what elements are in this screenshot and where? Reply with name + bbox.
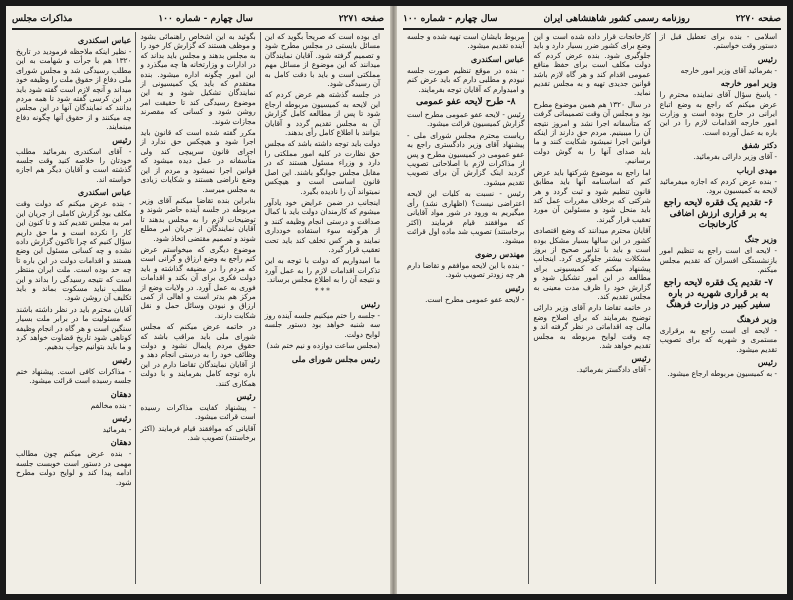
section-separator: * * *	[314, 286, 330, 295]
paragraph: - به کمیسیون مربوطه ارجاع میشود.	[667, 368, 777, 378]
paragraph: - بنده عرض میکنم چون مطالب مهمی در دستور است خوبست جلسه ادامه پیدا کند و لوایح دولت مطرح شود.	[16, 449, 132, 487]
text-column	[403, 32, 529, 584]
speaker-name: رئیس	[757, 53, 777, 64]
paragraph: - پیشنهاد کفایت مذاکرات رسیده است قرائت میشود.	[140, 403, 256, 422]
paragraph: بنابراین بنده تقاضا میکنم آقای وزیر مربوطه در جلسه آینده حاضر شوند و توضیحات لازم را به مجلس بدهند تا آقایان نمایندگان از جریان امر مطلع شوند و تصمیم مقتضی اتخاذ شود.	[140, 195, 256, 243]
paragraph: - بفرمائید آقای وزیر امور خارجه	[680, 65, 777, 75]
paragraph: در خاتمه عرض میکنم که مجلس شورای ملی باید مراقب باشد که حقوق مردم پایمال نشود و دولت وظائف خود را به درستی انجام دهد و از آقایان نمایندگان تقاضا دارم در این باره توجه کامل بفرمایند و با دولت همکاری کنند.	[140, 322, 256, 388]
paragraph: - پاسخ سؤال آقای نماینده محترم را عرض میکنم که راجع به وضع اتباع ایرانی در خارج بوده است و وزارت امور خارجه اقدامات لازم را در این باره به عمل آورده است.	[659, 90, 777, 137]
right-page-header	[403, 10, 781, 30]
right-page	[397, 6, 787, 594]
paragraph: اینجانب در ضمن عرایض خود یادآور میشوم که کارمندان دولت باید با کمال صداقت و درستی انجام وظیفه کنند و از هرگونه سوء استفاده خودداری نمایند و هر کس تخلف کند باید تحت تعقیب قرار گیرد.	[264, 197, 380, 254]
left-header-issue: سال چهارم - شماره ۱۰۰	[158, 14, 253, 24]
left-page	[6, 6, 390, 594]
text-column	[656, 32, 781, 584]
right-page-columns	[403, 32, 781, 584]
paragraph: - مذاکرات کافی است. پیشنهاد ختم جلسه رسیده است قرائت میشود.	[16, 366, 132, 386]
paragraph: - لایحه عفو عمومی مطرح است.	[425, 294, 525, 304]
speaker-name: وزیر فرهنگ	[736, 313, 777, 324]
speaker-name: عباس اسکندری	[470, 53, 525, 64]
right-header-title: روزنامه رسمی کشور شاهنشاهی ایران	[543, 14, 690, 24]
speaker-name: دکتر شفق	[741, 140, 777, 151]
speaker-name: رئیس مجلس شورای ملی	[291, 353, 380, 364]
speaker-name: عباس اسکندری	[77, 35, 132, 45]
paragraph: - جلسه را ختم میکنیم جلسه آینده روز سه شنبه خواهد بود دستور جلسه لوایح دولت.	[264, 310, 380, 339]
section-heading: ۸- طرح لایحه عفو عمومی	[415, 97, 516, 108]
paragraph: (مجلس ساعت دوازده و نیم ختم شد)	[266, 341, 380, 351]
paragraph: اسلامی - بنده برای تعطیل قبل از دستور وقت خواستم.	[659, 32, 777, 51]
paragraph: کارخانجات قرار داده شده است و این وضع برای کشور ضرر بسیار دارد و باید جلوگیری شود. بنده عرض کردم که دولت مکلف است برای حفظ منافع عمومی اقدام کند و هر گاه لازم باشد قوانین جدیدی تهیه و به مجلس تقدیم نماید.	[533, 32, 651, 98]
left-header-section: مذاکرات مجلس	[12, 14, 73, 24]
speaker-name: دهقان	[110, 388, 132, 399]
speaker-name: رئیس	[757, 356, 777, 367]
paragraph: - بنده مخالفم	[90, 400, 132, 410]
speaker-name: مهدی ارباب	[736, 164, 777, 175]
paragraph: آقایان محترم میدانند که وضع اقتصادی کشور در این سالها بسیار مشکل بوده است و باید با تدابیر صحیح از بروز مشکلات بیشتر جلوگیری کرد. اینجانب پیشنهاد میکنم که کمیسیونی برای مطالعه در این امور تشکیل شود و گزارش خود را ظرف مدت معینی به مجلس تقدیم کند.	[533, 226, 651, 301]
paragraph: ما امیدواریم که دولت با توجه به این تذکرات اقدامات لازم را به عمل آورد و نتیجه آن را به اطلاع مجلس برساند.	[264, 256, 380, 285]
speaker-name: دهقان	[110, 437, 132, 448]
text-column	[529, 32, 655, 584]
section-heading: ۷- تقدیم یک فقره لایحه راجع به بر قراری شهریه در باره سفیر کبیر در وزارت فرهنگ	[663, 277, 773, 310]
newspaper-spread	[6, 6, 787, 594]
paragraph: رئیس - لایحه عفو عمومی مطرح است گزارش کمیسیون قرائت میشود.	[407, 110, 525, 129]
paragraph: آقایان محترم باید در نظر داشته باشند که مسئولیت ما در برابر ملت بسیار سنگین است و هر گاه در انجام وظیفه کوتاهی شود تاریخ قضاوت خواهد کرد و ما باید بتوانیم جواب بدهیم.	[16, 304, 132, 352]
paragraph: مربوط بایشان است تهیه شده و جلسه آینده تقدیم میشود.	[407, 32, 525, 51]
paragraph: ای بوده است که صریحاً بگوید که این مسائل بایستی در مجلس مطرح شود و تصمیم گرفته شود. آقایان نمایندگان میدانند که این موضوع از مسائل مهم مملکتی است و باید با دقت کامل به آن رسیدگی شود.	[264, 32, 380, 89]
speaker-name: رئیس	[631, 353, 651, 364]
left-page-header	[12, 10, 384, 30]
left-page-number: صفحه ۲۲۷۱	[338, 14, 384, 24]
paragraph: - بنده عرض کردم که اجازه میفرمائید لایحه به کمیسیون برود.	[659, 176, 777, 196]
paragraph: - بنده عرض میکنم که دولت وقت مکلف بود گزارش کاملی از جریان این امر به مجلس تقدیم کند و تا کنون این کار را نکرده است و ما حق داریم سؤال کنیم که چرا تاکنون گزارش داده نشده و چه کسانی مسئول این وضع هستند و اقدامات دولت در این باره تا چه حد بوده است. ملت ایران منتظر است که نتیجه رسیدگی را بداند و این مطلب نباید مسکوت بماند و باید تکلیف آن روشن شود.	[16, 199, 132, 303]
paragraph: مکرر گفته شده است که قانون باید اجرا شود و هیچکس حق ندارد از اجرای قانون سرپیچی کند ولی متأسفانه در عمل دیده میشود که قوانین اجرا نمیشود و مردم از این وضع ناراضی هستند و شکایات زیادی به مجلس میرسد.	[140, 128, 256, 194]
speaker-name: مهندس رضوی	[475, 248, 525, 259]
speaker-name: وزیر جنگ	[744, 234, 777, 245]
paragraph: - بفرمائید	[102, 425, 132, 434]
speaker-name: رئیس	[505, 282, 525, 293]
paragraph: اما راجع به موضوع شرکتها باید عرض کنم که اساسنامه آنها باید مطابق قانون تنظیم شود و ثبت گردد و هر شرکتی که برخلاف مقررات عمل کند باید منحل شود و مسئولین آن مورد تعقیب قرار گیرند.	[533, 167, 651, 224]
paragraph: - بنده در موقع تنظیم صورت جلسه نبودم و مطلبی دارم که باید عرض کنم و امیدوارم که آقایان توجه بفرمایند.	[407, 65, 525, 94]
right-page-number: صفحه ۲۲۷۰	[735, 14, 781, 24]
right-header-issue: سال چهارم - شماره ۱۰۰	[403, 14, 498, 24]
paragraph: در خاتمه تقاضا دارم آقای وزیر دارائی توضیح بفرمایند که برای اصلاح وضع مالی چه اقداماتی در نظر گرفته اند و چه وقت لوایح مربوطه به مجلس تقدیم خواهد شد.	[533, 303, 651, 350]
paragraph: در سال ۱۳۲۰ هم همین موضوع مطرح بود و مجلس آن وقت تصمیماتی گرفت که متأسفانه اجرا نشد و امروز نتیجه آن را میبینیم. مردم حق دارند از اینکه قوانین اجرا نمیشود شکایت کنند و ما باید صدای آنها را به گوش دولت برسانیم.	[533, 99, 651, 166]
speaker-name: رئیس	[112, 354, 132, 365]
paragraph: دولت باید توجه داشته باشد که مجلس حق نظارت در کلیه امور مملکتی را دارد و وزراء مسئول هستند که در مقابل مجلس جوابگو باشند. این اصل قانون اساسی است و هیچکس نمیتواند آن را نادیده بگیرد.	[264, 139, 380, 196]
speaker-name: عباس اسکندری	[77, 187, 132, 198]
text-column	[12, 32, 136, 584]
paragraph: موضوع دیگری که میخواستم عرض کنم راجع به وضع ارزاق و گرانی است که مردم را در مضیقه گذاشته و باید دولت فکری برای آن بکند و اقدامات فوری به عمل آورد. در ولایات وضع از مرکز هم بدتر است و اهالی از کمی ارزاق و نبودن وسائل حمل و نقل شکایت دارند.	[140, 244, 256, 320]
speaker-name: رئیس	[360, 298, 380, 309]
paragraph: - لایحه ای است راجع به برقراری مستمری و شهریه که برای تصویب تقدیم میشود.	[659, 325, 777, 354]
text-column	[136, 32, 260, 584]
paragraph: - لایحه ای است راجع به تنظیم امور بازنشستگی افسران که تقدیم مجلس میکنم.	[659, 246, 777, 275]
paragraph: ریاست محترم مجلس شورای ملی - پیشنهاد آقای وزیر دادگستری راجع به عفو عمومی در کمیسیون مطرح و پس از مذاکرات لازم با اصلاحاتی تصویب گردید اینک گزارش آن برای تصویب تقدیم میشود.	[407, 130, 525, 187]
paragraph: رئیس - نسبت به کلیات این لایحه اعتراضی نیست؟ (اظهاری نشد) رأی میگیریم به ورود در شور مواد آقایانی که موافقند قیام فرمایند (اکثر برخاستند) تصویب شد ماده اول قرائت میشود.	[407, 189, 525, 246]
page-gutter	[390, 6, 397, 594]
speaker-name: رئیس	[112, 413, 132, 423]
speaker-name: وزیر امور خارجه	[720, 78, 777, 89]
paragraph: - آقای وزیر دارائی بفرمائید.	[693, 152, 777, 162]
text-column	[261, 32, 384, 584]
paragraph: آقایانی که موافقند قیام فرمایند (اکثر برخاستند) تصویب شد.	[140, 423, 256, 443]
speaker-name: رئیس	[236, 391, 256, 402]
paragraph: - نظیر اینکه ملاحظه فرمودید در تاریخ ۱۳۲۰ هم با جرأت و شهامت به این مطلب رسیدگی شد و مجلس شورای ملی دفاع از حقوق ملت را وظیفه خود میداند و آنچه لازم است گفته شود باید در این کرسی گفته شود تا همه مردم بدانند که نمایندگان آنها در این مجلس چه میکنند و از حقوق آنها چگونه دفاع مینمایند.	[16, 47, 132, 132]
left-page-columns	[12, 32, 384, 584]
paragraph: در جلسه گذشته هم عرض کردم که این لایحه به کمیسیون مربوطه ارجاع شود تا پس از مطالعه کامل گزارش آن به مجلس تقدیم گردد و آقایان بتوانند با اطلاع کامل رأی بدهند.	[264, 90, 380, 138]
speaker-name: رئیس	[112, 134, 132, 145]
paragraph: بگوئید به این اشخاص راهنمائی بشود و موظف هستند که گزارش کار خود را به مجلس بدهند و مجلس باید بداند که در ادارات و وزارتخانه ها چه میگذرد و این امور چگونه اداره میشود. بنده معتقدم که باید یک کمیسیونی از نمایندگان تشکیل شود و به این موضوع رسیدگی کند تا حقیقت امر روشن شود و کسانی که مقصرند مجازات شوند.	[140, 32, 256, 126]
paragraph: - آقای اسکندری بفرمائید مطلب خودتان را خلاصه کنید وقت جلسه گذشته است و آقایان دیگر هم اجازه خواسته اند.	[16, 146, 132, 184]
paragraph: - بنده با این لایحه موافقم و تقاضا دارم هر چه زودتر تصویب شود.	[407, 260, 525, 280]
paragraph: - آقای دادگستر بفرمائید.	[576, 365, 651, 375]
section-heading: ۶- تقدیم یک فقره لایحه راجع به بر قراری ارزش اضافی کارخانجات	[663, 198, 773, 231]
